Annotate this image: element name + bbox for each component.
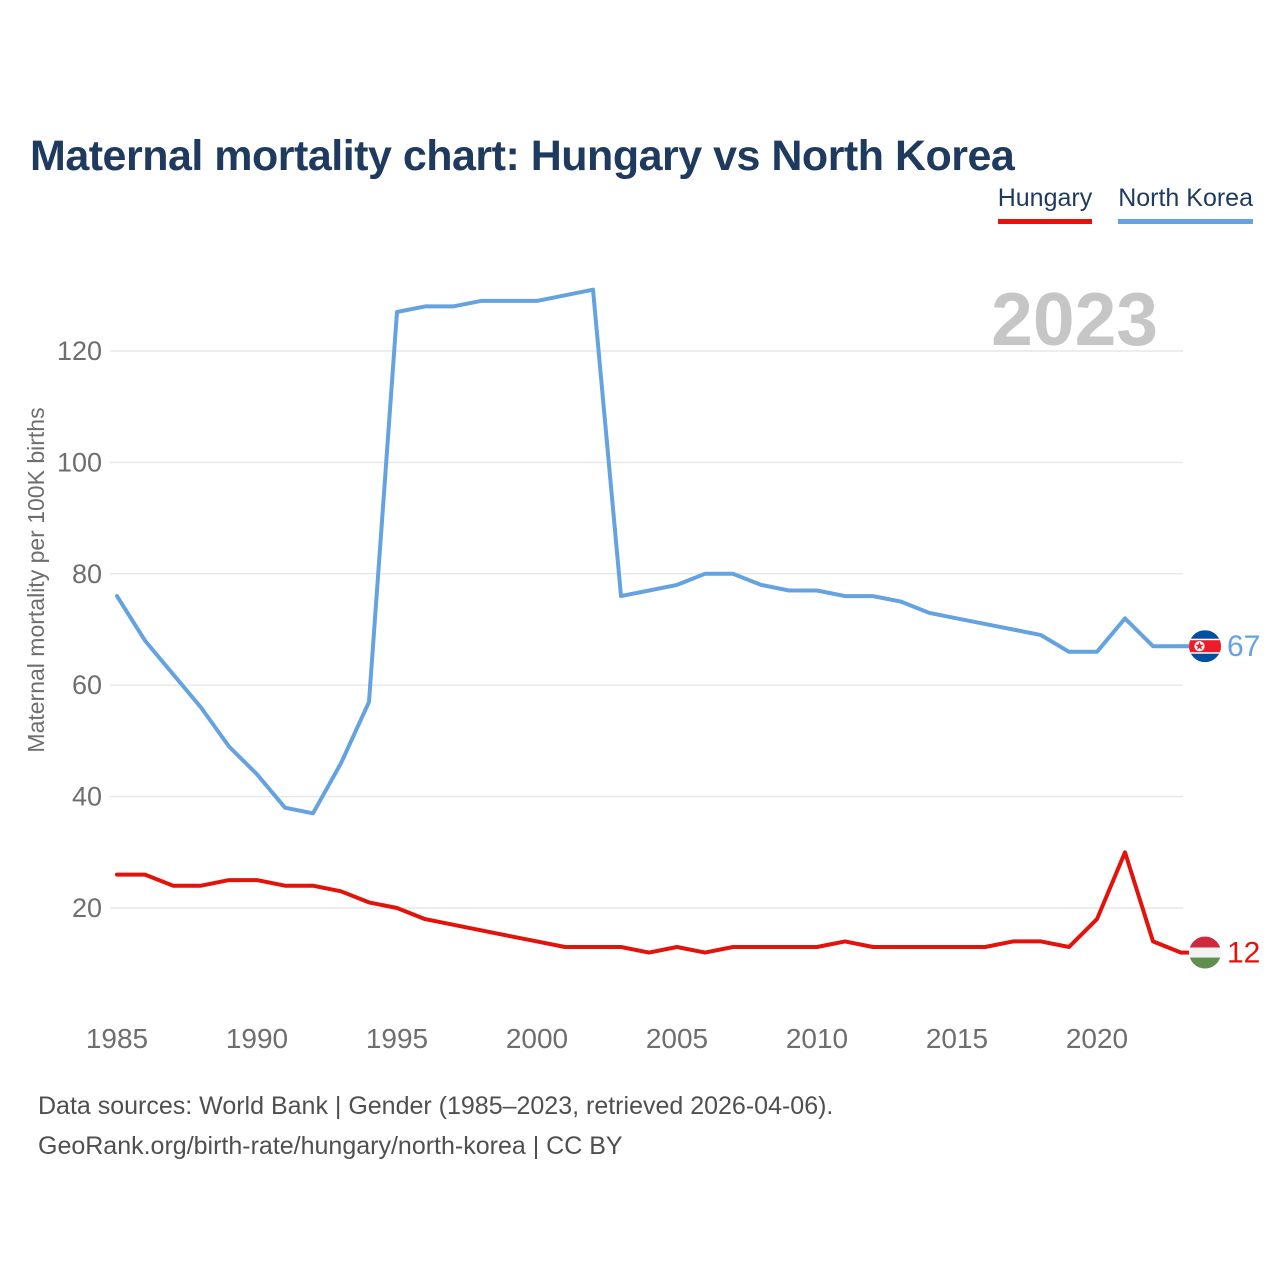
north-korea-flag-icon (1189, 630, 1221, 662)
x-tick-label: 1990 (225, 1023, 289, 1054)
x-tick-label: 2015 (925, 1023, 989, 1054)
legend-item-north-korea[interactable]: North Korea (1118, 184, 1253, 224)
y-axis-title: Maternal mortality per 100K births (23, 407, 49, 753)
north-korea-end-value: 67 (1227, 630, 1261, 664)
hungary-end-value: 12 (1227, 936, 1261, 970)
legend-item-hungary[interactable]: Hungary (998, 184, 1093, 224)
chart-footer (38, 1086, 833, 1166)
y-tick-label: 100 (56, 447, 102, 478)
page-title: Maternal mortality chart: Hungary vs North Korea (30, 131, 1015, 180)
x-tick-label: 2000 (505, 1023, 569, 1054)
x-tick-label: 2005 (645, 1023, 709, 1054)
hungary-line (117, 852, 1181, 952)
y-tick-label: 60 (71, 670, 102, 701)
y-tick-label: 40 (71, 781, 102, 812)
x-tick-label: 1995 (365, 1023, 429, 1054)
x-axis-labels (86, 1023, 1128, 1054)
y-tick-label: 120 (56, 336, 102, 366)
x-tick-label: 2010 (785, 1023, 849, 1054)
y-tick-label: 20 (71, 893, 102, 923)
north-korea-line (117, 290, 1181, 814)
attribution-line: GeoRank.org/birth-rate/hungary/north-korea | CC BY (38, 1132, 623, 1160)
y-tick-label: 80 (71, 558, 102, 589)
x-tick-label: 2020 (1065, 1023, 1129, 1054)
watermark-year: 2023 (991, 277, 1158, 361)
source-line: Data sources: World Bank | Gender (1985–2023, retrieved 2026-04-06). (38, 1092, 834, 1120)
x-tick-label: 1985 (85, 1023, 149, 1054)
hungary-flag-icon (1189, 937, 1221, 969)
